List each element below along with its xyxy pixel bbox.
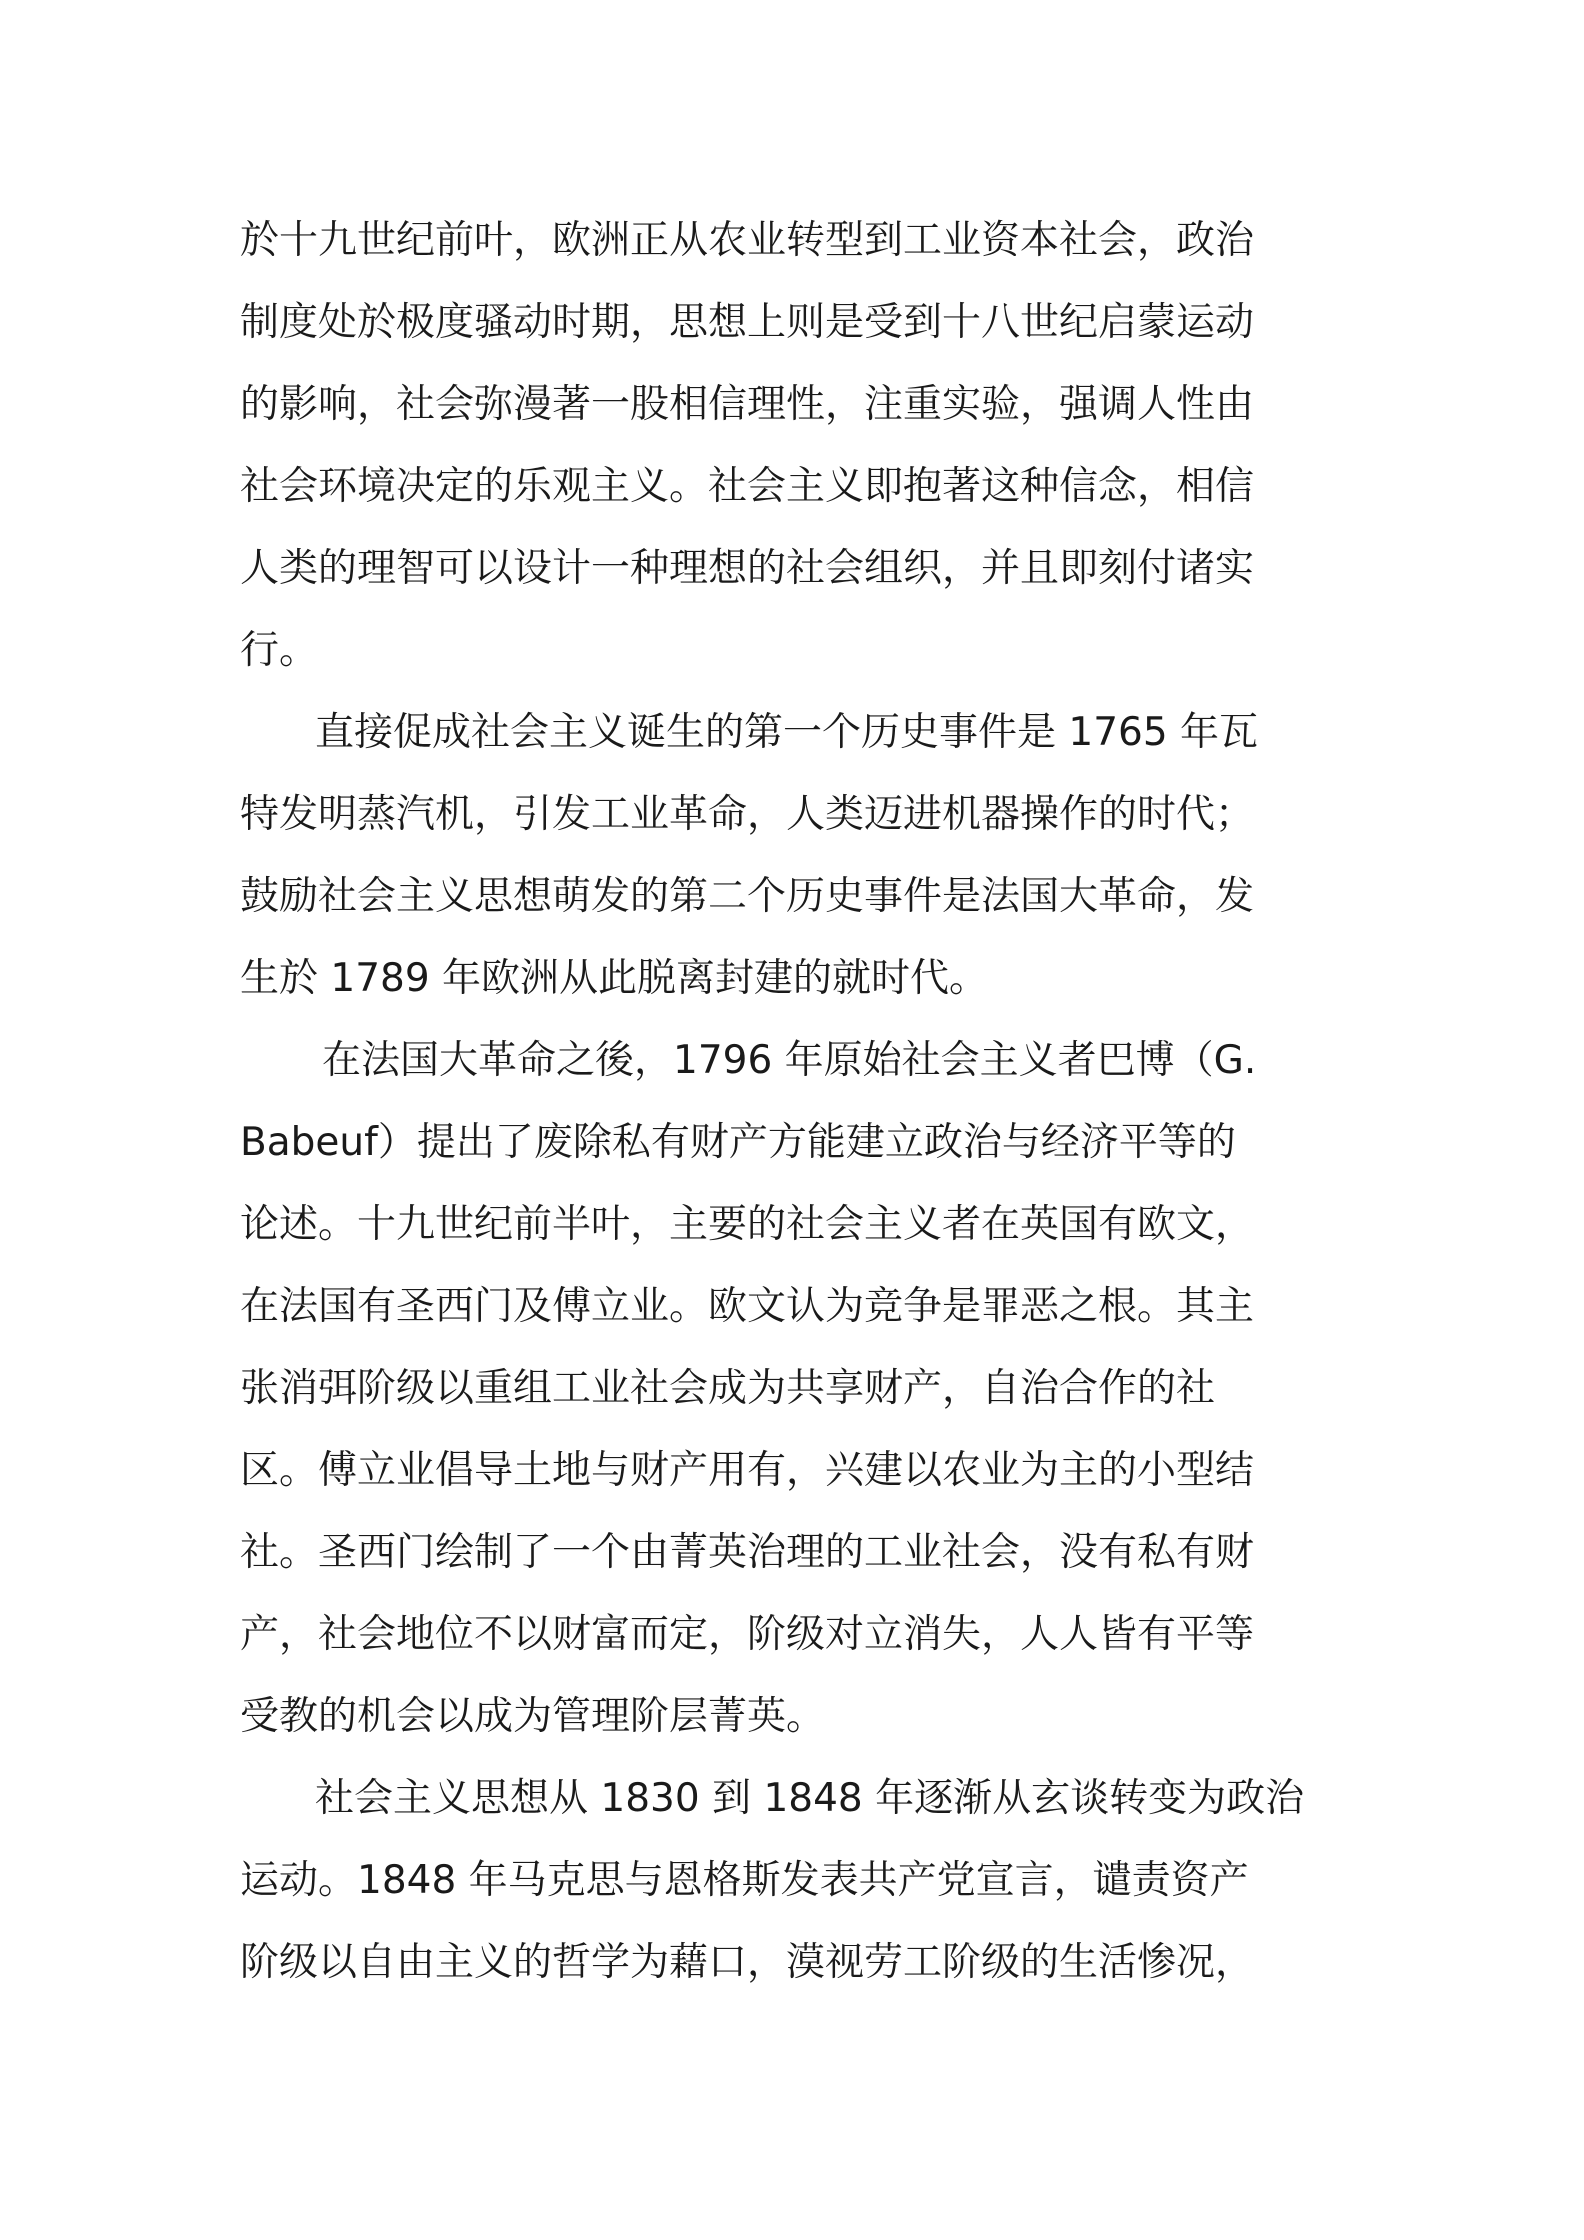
- text-line: 张消弭阶级以重组工业社会成为共享财产，自治合作的社: [240, 1366, 1216, 1411]
- text-line: 运动。1848 年马克思与恩格斯发表共产党宣言，谴责资产: [240, 1858, 1249, 1903]
- text-line: 生於 1789 年欧洲从此脱离封建的就时代。: [240, 956, 989, 1001]
- text-line: 社。圣西门绘制了一个由菁英治理的工业社会，没有私有财: [240, 1530, 1255, 1575]
- text-line: 在法国大革命之後，1796 年原始社会主义者巴博（G.: [322, 1038, 1257, 1083]
- text-line: 於十九世纪前叶，欧洲正从农业转型到工业资本社会，政治: [240, 218, 1255, 263]
- text-line: 鼓励社会主义思想萌发的第二个历史事件是法国大革命，发: [240, 874, 1255, 919]
- text-line: 直接促成社会主义诞生的第一个历史事件是 1765 年瓦: [315, 710, 1259, 755]
- text-line: 人类的理智可以设计一种理想的社会组织，并且即刻付诸实: [240, 546, 1255, 591]
- text-line: 论述。十九世纪前半叶，主要的社会主义者在英国有欧文，: [240, 1202, 1255, 1247]
- text-line: 社会环境决定的乐观主义。社会主义即抱著这种信念，相信: [240, 464, 1255, 509]
- body-text: [240, 200, 1350, 2004]
- text-line: 特发明蒸汽机，引发工业革命，人类迈进机器操作的时代；: [240, 792, 1255, 837]
- text-line: 制度处於极度骚动时期，思想上则是受到十八世纪启蒙运动: [240, 300, 1255, 345]
- text-line: 区。傅立业倡导土地与财产用有，兴建以农业为主的小型结: [240, 1448, 1255, 1493]
- text-line: 产，社会地位不以财富而定，阶级对立消失，人人皆有平等: [240, 1612, 1255, 1657]
- text-line: Babeuf）提出了废除私有财产方能建立政治与经济平等的: [240, 1120, 1236, 1165]
- text-line: 受教的机会以成为管理阶层菁英。: [240, 1694, 826, 1739]
- text-line: 行。: [240, 628, 319, 673]
- text-line: 社会主义思想从 1830 到 1848 年逐渐从玄谈转变为政治: [315, 1776, 1305, 1821]
- text-line: 的影响，社会弥漫著一股相信理性，注重实验，强调人性由: [240, 382, 1255, 427]
- text-line: 阶级以自由主义的哲学为藉口，漠视劳工阶级的生活惨况，: [240, 1940, 1255, 1985]
- text-line: 在法国有圣西门及傅立业。欧文认为竞争是罪恶之根。其主: [240, 1284, 1255, 1329]
